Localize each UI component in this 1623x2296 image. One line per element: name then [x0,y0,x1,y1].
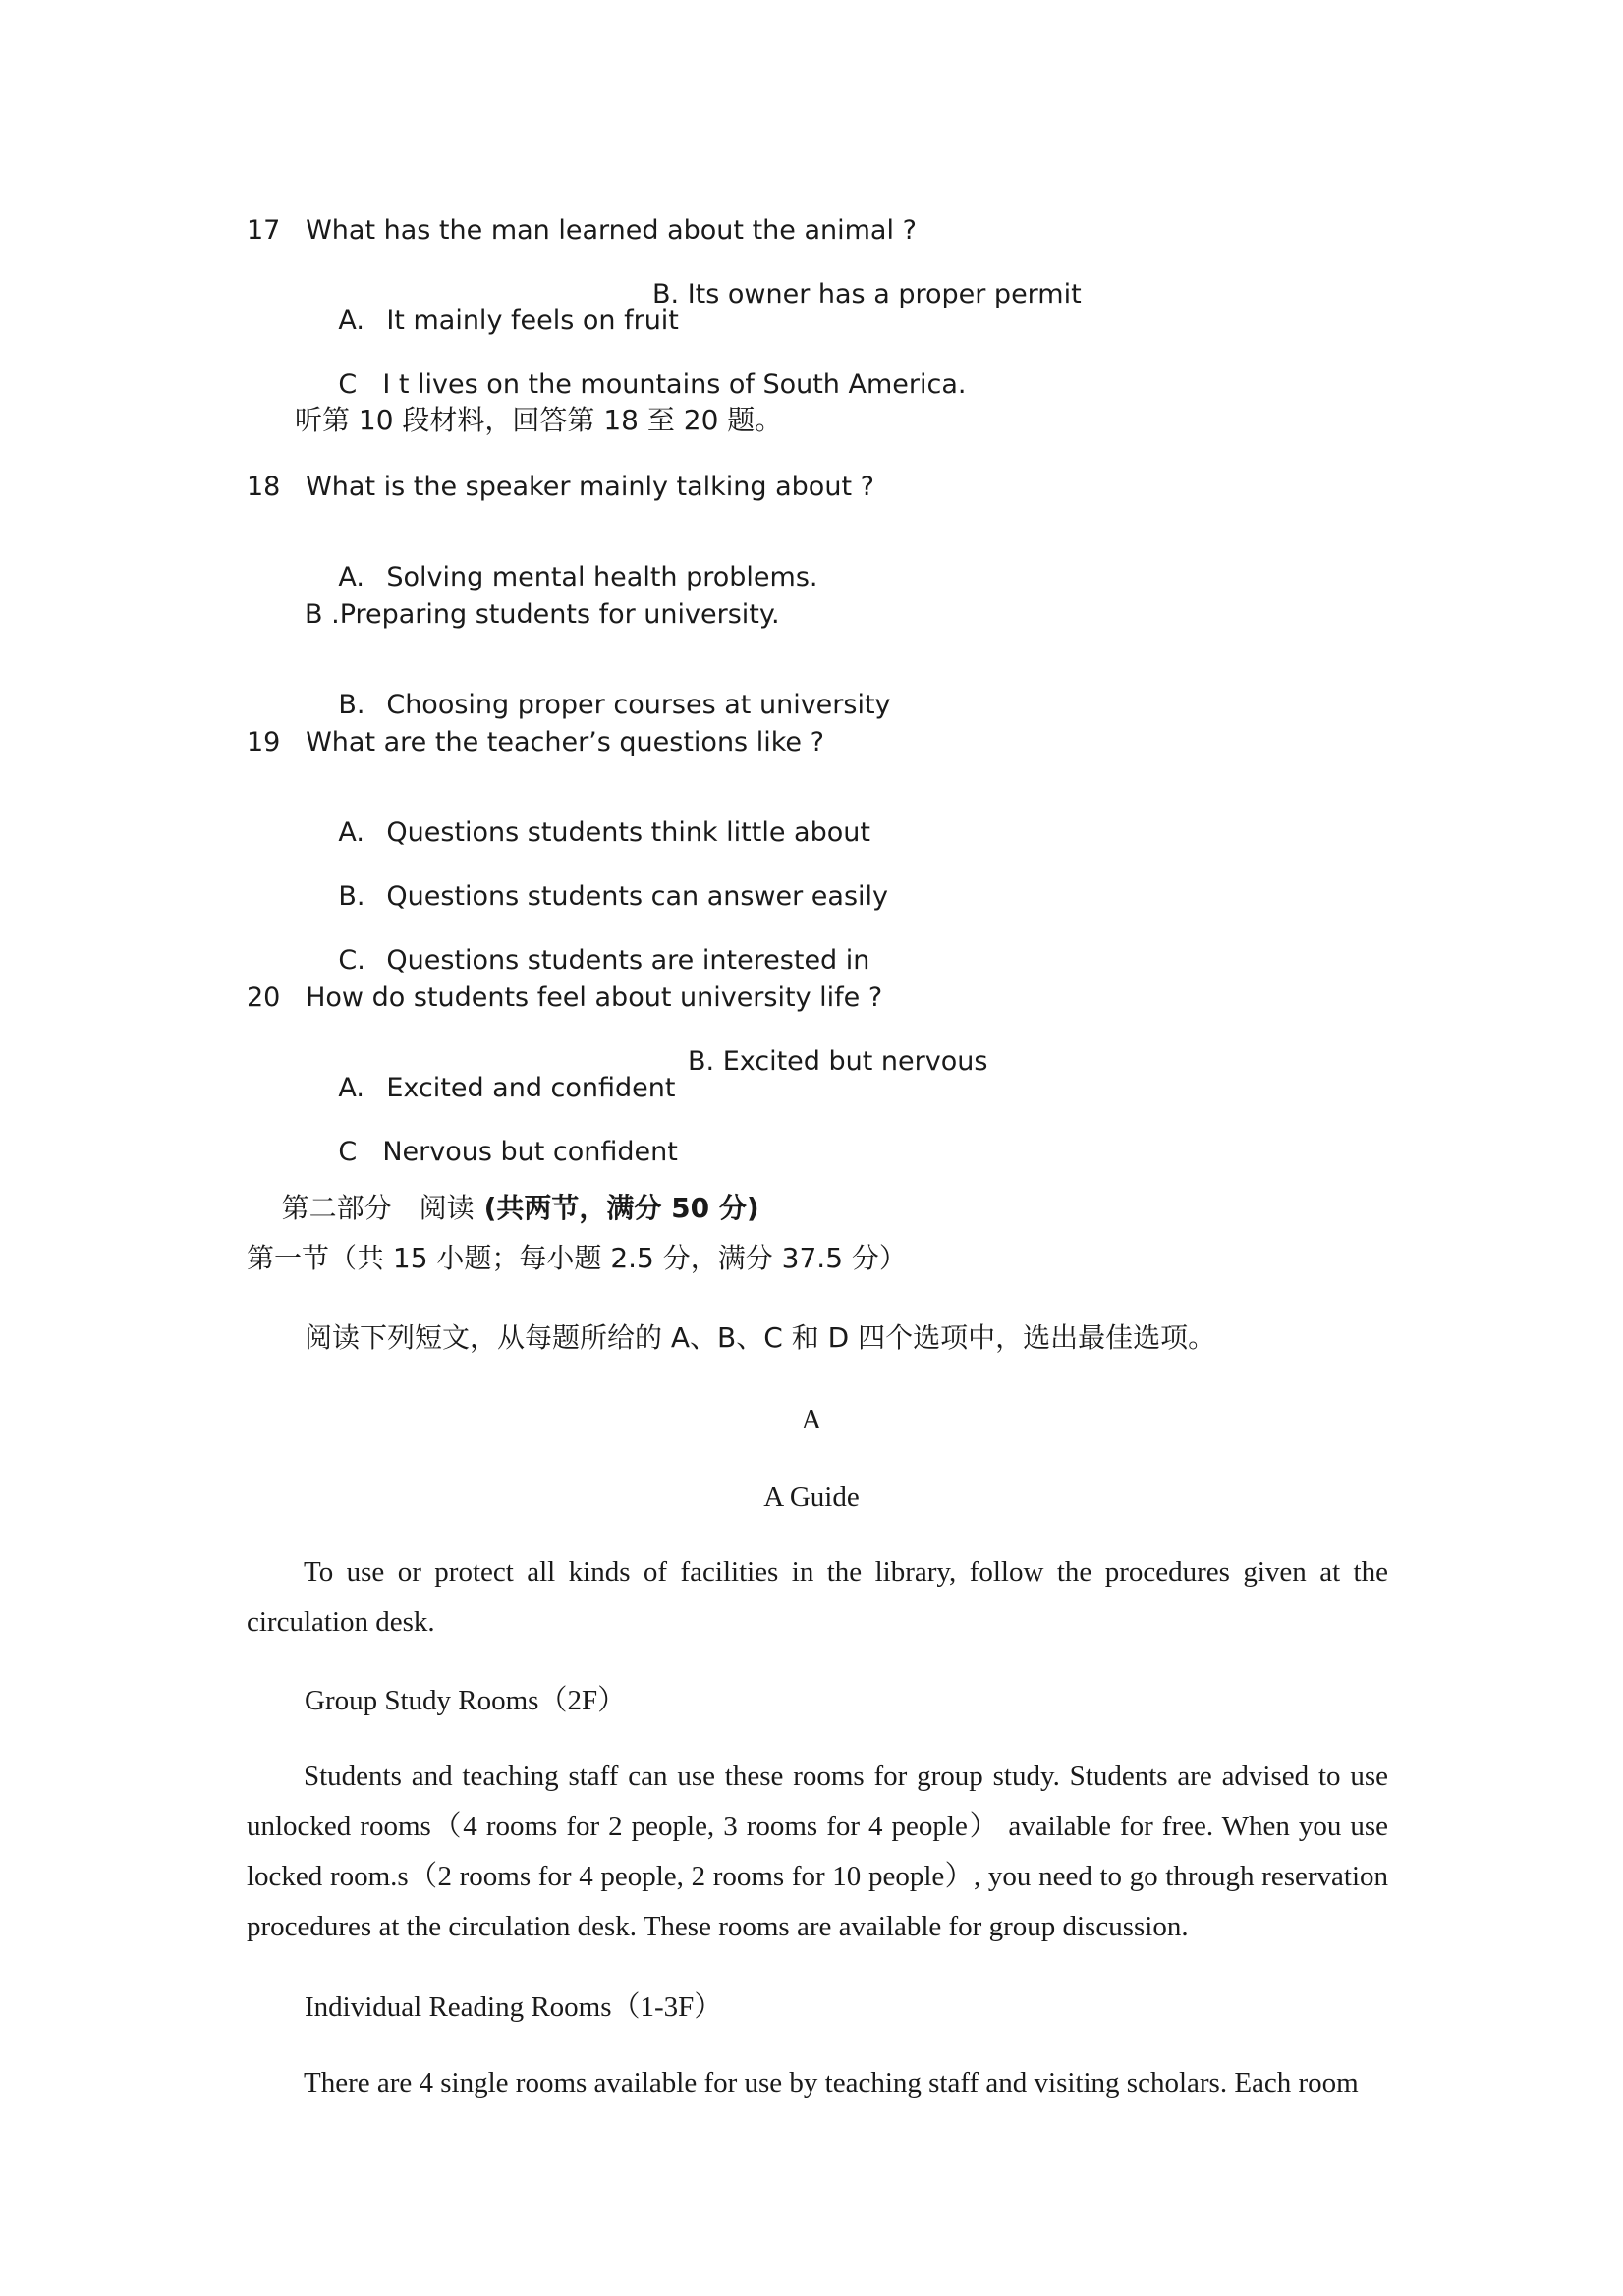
option-text: Choosing proper courses at university [386,690,891,720]
passage-letter: A [801,1404,822,1435]
option-text: Questions students think little about [386,817,870,848]
individual-reading-heading: Individual Reading Rooms（1-3F） [305,1991,723,2023]
option-label: B. [338,690,365,720]
question-18-option-b: B .Preparing students for university. [305,599,780,630]
section-1-heading: 第一节（共 15 小题；每小题 2.5 分，满分 37.5 分） [247,1242,907,1274]
question-20-stem: 20 How do students feel about university life ? [247,982,883,1013]
individual-reading-text: There are 4 single rooms available for use by teaching staff and visiting scholars. Each room [304,2067,1359,2099]
option-text: It mainly feels on fruit [386,306,679,336]
option-label: A. [338,1073,364,1103]
passage-intro: To use or protect all kinds of facilities in the library, follow the procedures given at the circulation desk. [247,1556,1388,1638]
question-19-stem: 19 What are the teacher’s questions like ? [247,727,824,757]
option-label: A. [338,817,364,848]
option-text: Solving mental health problems. [386,562,818,592]
option-label: C [338,1137,358,1167]
question-17-stem: 17 What has the man learned about the animal ? [247,215,917,246]
option-label: A. [338,306,364,336]
group-study-text: Students and teaching staff can use these rooms for group study. Students are advised to use unlocked rooms（4 rooms for 2 people, 3 rooms for 4 people） available for free. When you use locked room.s（2 rooms for 4 people, 2 rooms for 10 people）, you need to go through reservation procedures at the circulation desk. These rooms are available for group discussion. [247,1761,1388,1942]
option-label: C. [338,945,365,976]
part-2-score: (共两节，满分 50 分) [483,1192,759,1224]
option-text: Questions students are interested in [386,945,870,976]
part-2-heading [247,1167,759,1250]
question-18-stem: 18 What is the speaker mainly talking about ? [247,472,874,502]
question-20-option-b: B. Excited but nervous [688,1046,988,1077]
option-text: Nervous but confident [382,1137,678,1167]
option-text: Questions students can answer easily [386,881,889,912]
reading-instruction: 阅读下列短文，从每题所给的 A、B、C 和 D 四个选项中，选出最佳选项。 [305,1321,1216,1354]
option-label: A. [338,562,364,592]
option-label: B. [338,881,365,912]
passage-title: A Guide [763,1482,860,1513]
part-2-title: 第二部分 阅读 [281,1192,475,1224]
option-text: I t lives on the mountains of South America. [382,369,967,400]
section-10-instruction: 听第 10 段材料，回答第 18 至 20 题。 [295,404,783,436]
option-label: C [338,369,358,400]
question-17-option-b: B. Its owner has a proper permit [652,279,1082,309]
option-text: Excited and confident [386,1073,676,1103]
group-study-heading: Group Study Rooms（2F） [305,1685,627,1716]
